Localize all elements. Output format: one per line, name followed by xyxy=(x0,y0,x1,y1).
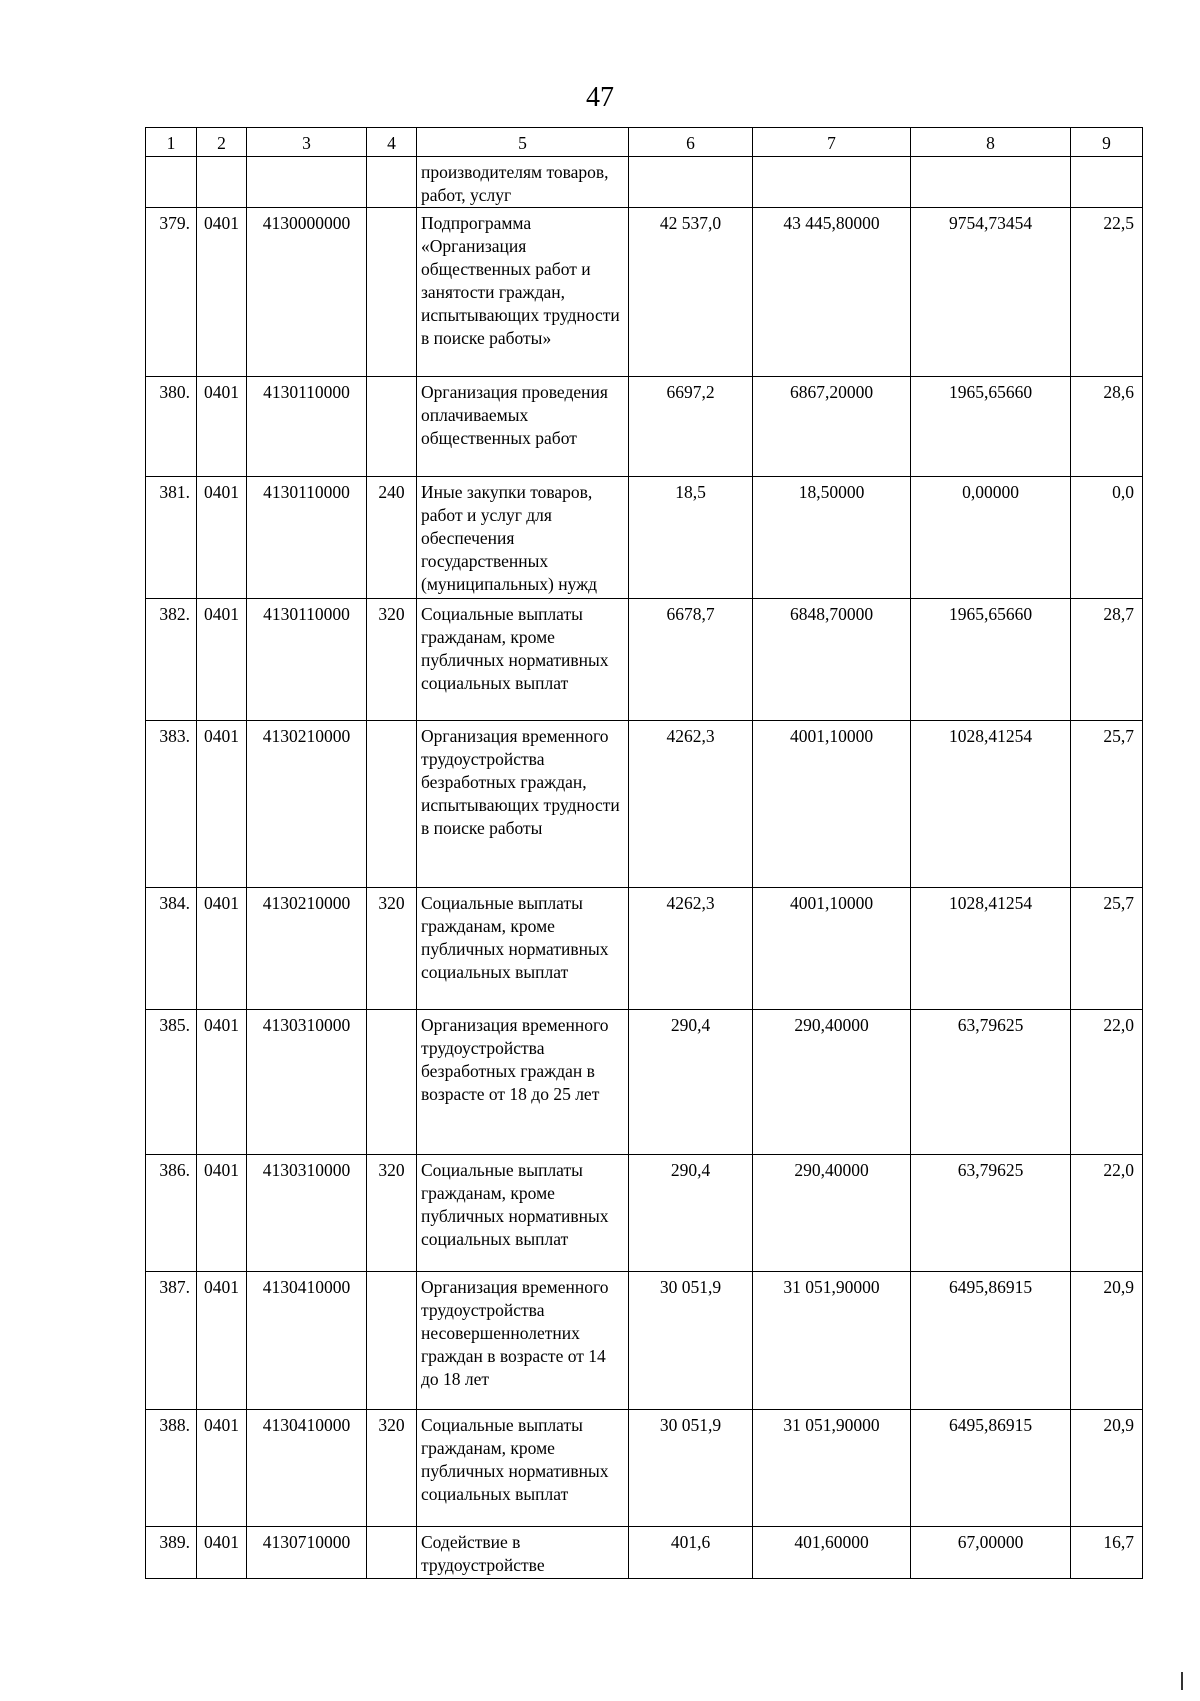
row-description: Организация временного трудоустройства безработных граждан, испытывающих трудности в поиске работы xyxy=(417,721,629,888)
row-number: 386. xyxy=(146,1155,197,1272)
expense-type-code xyxy=(367,1010,417,1155)
section-code: 0401 xyxy=(197,1272,247,1410)
executed-amount: 9754,73454 xyxy=(911,208,1071,377)
expense-type-code xyxy=(367,1272,417,1410)
column-header: 3 xyxy=(247,128,367,157)
column-header: 1 xyxy=(146,128,197,157)
row-description: производителям товаров, работ, услуг xyxy=(417,157,629,208)
row-description: Подпрограмма «Организация общественных работ и занятости граждан, испытывающих трудности в поиске работы» xyxy=(417,208,629,377)
row-number: 389. xyxy=(146,1527,197,1579)
revised-amount: 31 051,90000 xyxy=(753,1410,911,1527)
execution-percent: 28,7 xyxy=(1071,599,1143,721)
expense-type-code: 240 xyxy=(367,477,417,599)
execution-percent xyxy=(1071,157,1143,208)
table-row xyxy=(146,477,1143,599)
row-number: 383. xyxy=(146,721,197,888)
column-header: 6 xyxy=(629,128,753,157)
row-number: 384. xyxy=(146,888,197,1010)
column-header: 5 xyxy=(417,128,629,157)
table-row xyxy=(146,1410,1143,1527)
execution-percent: 22,0 xyxy=(1071,1155,1143,1272)
table-row xyxy=(146,721,1143,888)
approved-amount: 42 537,0 xyxy=(629,208,753,377)
column-header: 7 xyxy=(753,128,911,157)
row-number: 388. xyxy=(146,1410,197,1527)
row-number: 379. xyxy=(146,208,197,377)
section-code xyxy=(197,157,247,208)
execution-percent: 25,7 xyxy=(1071,721,1143,888)
approved-amount: 290,4 xyxy=(629,1010,753,1155)
section-code: 0401 xyxy=(197,721,247,888)
executed-amount: 0,00000 xyxy=(911,477,1071,599)
section-code: 0401 xyxy=(197,1527,247,1579)
row-number: 385. xyxy=(146,1010,197,1155)
row-number xyxy=(146,157,197,208)
section-code: 0401 xyxy=(197,599,247,721)
target-article-code: 4130710000 xyxy=(247,1527,367,1579)
section-code: 0401 xyxy=(197,1410,247,1527)
executed-amount: 63,79625 xyxy=(911,1010,1071,1155)
executed-amount: 1028,41254 xyxy=(911,721,1071,888)
approved-amount: 6678,7 xyxy=(629,599,753,721)
column-header: 4 xyxy=(367,128,417,157)
executed-amount: 1965,65660 xyxy=(911,599,1071,721)
revised-amount: 290,40000 xyxy=(753,1155,911,1272)
execution-percent: 25,7 xyxy=(1071,888,1143,1010)
row-description: Социальные выплаты гражданам, кроме публичных нормативных социальных выплат xyxy=(417,599,629,721)
approved-amount: 30 051,9 xyxy=(629,1410,753,1527)
row-description: Социальные выплаты гражданам, кроме публичных нормативных социальных выплат xyxy=(417,1155,629,1272)
approved-amount: 18,5 xyxy=(629,477,753,599)
expense-type-code: 320 xyxy=(367,888,417,1010)
row-description: Социальные выплаты гражданам, кроме публичных нормативных социальных выплат xyxy=(417,888,629,1010)
expense-type-code xyxy=(367,377,417,477)
approved-amount: 4262,3 xyxy=(629,721,753,888)
approved-amount xyxy=(629,157,753,208)
approved-amount: 4262,3 xyxy=(629,888,753,1010)
row-description: Организация временного трудоустройства несовершеннолетних граждан в возрасте от 14 до 18 лет xyxy=(417,1272,629,1410)
page-number: 47 xyxy=(586,82,614,113)
approved-amount: 30 051,9 xyxy=(629,1272,753,1410)
section-code: 0401 xyxy=(197,888,247,1010)
row-number: 381. xyxy=(146,477,197,599)
row-number: 387. xyxy=(146,1272,197,1410)
row-description: Содействие в трудоустройстве xyxy=(417,1527,629,1579)
table-row xyxy=(146,1155,1143,1272)
approved-amount: 6697,2 xyxy=(629,377,753,477)
expense-type-code xyxy=(367,208,417,377)
column-header: 2 xyxy=(197,128,247,157)
execution-percent: 0,0 xyxy=(1071,477,1143,599)
revised-amount: 290,40000 xyxy=(753,1010,911,1155)
row-number: 380. xyxy=(146,377,197,477)
target-article-code: 4130310000 xyxy=(247,1010,367,1155)
execution-percent: 22,5 xyxy=(1071,208,1143,377)
executed-amount: 1965,65660 xyxy=(911,377,1071,477)
section-code: 0401 xyxy=(197,1010,247,1155)
executed-amount: 1028,41254 xyxy=(911,888,1071,1010)
expense-type-code: 320 xyxy=(367,1155,417,1272)
target-article-code: 4130210000 xyxy=(247,721,367,888)
section-code: 0401 xyxy=(197,377,247,477)
target-article-code: 4130410000 xyxy=(247,1272,367,1410)
approved-amount: 401,6 xyxy=(629,1527,753,1579)
table-row xyxy=(146,377,1143,477)
expense-type-code: 320 xyxy=(367,1410,417,1527)
target-article-code: 4130110000 xyxy=(247,477,367,599)
expense-type-code xyxy=(367,1527,417,1579)
execution-percent: 16,7 xyxy=(1071,1527,1143,1579)
executed-amount: 6495,86915 xyxy=(911,1410,1071,1527)
target-article-code: 4130210000 xyxy=(247,888,367,1010)
revised-amount: 6848,70000 xyxy=(753,599,911,721)
revised-amount: 401,60000 xyxy=(753,1527,911,1579)
approved-amount: 290,4 xyxy=(629,1155,753,1272)
table-row xyxy=(146,1010,1143,1155)
row-description: Организация проведения оплачиваемых общественных работ xyxy=(417,377,629,477)
budget-table xyxy=(145,127,1143,1579)
executed-amount xyxy=(911,157,1071,208)
revised-amount: 4001,10000 xyxy=(753,721,911,888)
row-description: Социальные выплаты гражданам, кроме публичных нормативных социальных выплат xyxy=(417,1410,629,1527)
table-row xyxy=(146,888,1143,1010)
execution-percent: 20,9 xyxy=(1071,1410,1143,1527)
table-row xyxy=(146,208,1143,377)
expense-type-code xyxy=(367,157,417,208)
table-row xyxy=(146,1272,1143,1410)
executed-amount: 6495,86915 xyxy=(911,1272,1071,1410)
revised-amount: 18,50000 xyxy=(753,477,911,599)
table-row xyxy=(146,157,1143,208)
row-description: Организация временного трудоустройства безработных граждан в возрасте от 18 до 25 лет xyxy=(417,1010,629,1155)
table-header-row xyxy=(146,128,1143,157)
execution-percent: 20,9 xyxy=(1071,1272,1143,1410)
table-row xyxy=(146,599,1143,721)
revised-amount: 31 051,90000 xyxy=(753,1272,911,1410)
section-code: 0401 xyxy=(197,477,247,599)
revised-amount xyxy=(753,157,911,208)
section-code: 0401 xyxy=(197,208,247,377)
revised-amount: 4001,10000 xyxy=(753,888,911,1010)
execution-percent: 22,0 xyxy=(1071,1010,1143,1155)
executed-amount: 63,79625 xyxy=(911,1155,1071,1272)
target-article-code: 4130410000 xyxy=(247,1410,367,1527)
execution-percent: 28,6 xyxy=(1071,377,1143,477)
section-code: 0401 xyxy=(197,1155,247,1272)
revised-amount: 43 445,80000 xyxy=(753,208,911,377)
executed-amount: 67,00000 xyxy=(911,1527,1071,1579)
target-article-code xyxy=(247,157,367,208)
column-header: 9 xyxy=(1071,128,1143,157)
row-description: Иные закупки товаров, работ и услуг для обеспечения государственных (муниципальных) нужд xyxy=(417,477,629,599)
revised-amount: 6867,20000 xyxy=(753,377,911,477)
target-article-code: 4130110000 xyxy=(247,599,367,721)
row-number: 382. xyxy=(146,599,197,721)
column-header: 8 xyxy=(911,128,1071,157)
target-article-code: 4130110000 xyxy=(247,377,367,477)
expense-type-code xyxy=(367,721,417,888)
target-article-code: 4130310000 xyxy=(247,1155,367,1272)
scan-margin-mark xyxy=(1181,1672,1183,1690)
expense-type-code: 320 xyxy=(367,599,417,721)
target-article-code: 4130000000 xyxy=(247,208,367,377)
table-row xyxy=(146,1527,1143,1579)
